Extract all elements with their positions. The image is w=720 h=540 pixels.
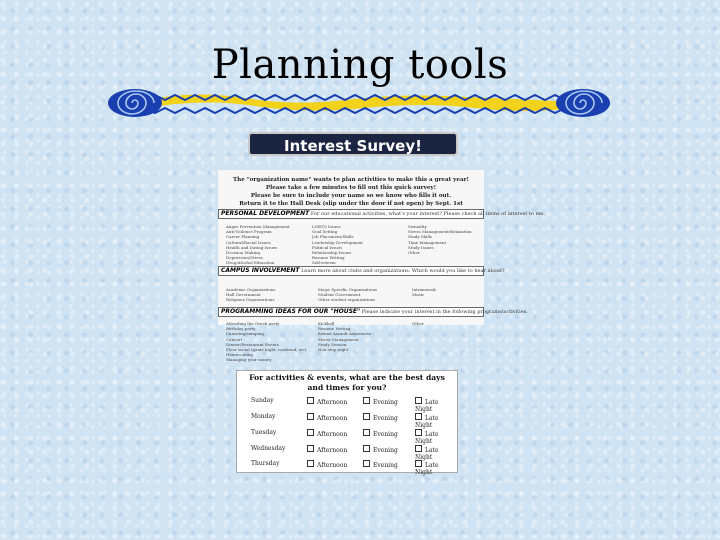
option-label: Evening <box>373 415 398 422</box>
personal-col-2 <box>312 224 363 266</box>
list-item: Resume Writing <box>312 255 345 261</box>
program-col-3 <box>412 321 424 326</box>
list-item: Managing your money <box>226 357 272 363</box>
day-label: Tuesday <box>251 429 277 436</box>
option-late-night[interactable] <box>415 429 451 445</box>
list-item: Drug/Alcohol Education <box>226 260 275 266</box>
option-evening[interactable] <box>363 445 398 454</box>
day-label: Sunday <box>251 397 274 404</box>
personal-col-3 <box>408 224 472 255</box>
option-label: Afternoon <box>317 447 348 454</box>
option-label: Afternoon <box>317 431 348 438</box>
option-label: Late Night <box>415 462 439 476</box>
option-late-night[interactable] <box>415 460 451 476</box>
list-item: Academic Organizations <box>226 287 276 292</box>
list-item: Homecoming <box>226 352 253 358</box>
checkbox-icon[interactable] <box>415 413 422 420</box>
list-item: Intramurals <box>412 287 437 292</box>
list-item: Resume Writing <box>318 326 351 332</box>
option-label: Evening <box>373 462 398 469</box>
list-item: Major Specific Organizations <box>318 287 378 292</box>
campus-col-2 <box>318 287 377 303</box>
option-late-night[interactable] <box>415 445 451 461</box>
list-item: Non-stop night <box>318 347 349 353</box>
option-label: Evening <box>373 431 398 438</box>
campus-col-3 <box>412 287 436 297</box>
option-afternoon[interactable] <box>307 445 347 454</box>
section-note: Learn more about clubs and organizations. Which would you like to hear about? <box>301 268 505 274</box>
survey-header: Interest Survey! <box>248 132 458 156</box>
left-spiral-icon <box>108 89 162 117</box>
times-heading <box>237 371 457 393</box>
list-item: Job Placement/Skills <box>312 234 354 240</box>
option-evening[interactable] <box>363 413 398 422</box>
checkbox-icon[interactable] <box>307 413 314 420</box>
list-item: Dinner/Restaurant Events <box>226 341 279 347</box>
list-item: Depression/Stress <box>226 255 263 261</box>
section-note: Please indicate your interest in the following programs/activities. <box>361 309 528 315</box>
list-item: Other <box>412 321 424 326</box>
list-item: Anti-Violence Program <box>226 229 272 235</box>
checkbox-icon[interactable] <box>415 445 422 452</box>
list-item: Other <box>408 250 420 256</box>
checkbox-icon[interactable] <box>307 429 314 436</box>
option-late-night[interactable] <box>415 413 451 429</box>
list-item: Hall Government <box>226 292 261 298</box>
decorative-banner <box>105 86 615 120</box>
intro-line: The "organization name" wants to plan activities to make this a great year! <box>233 177 469 183</box>
times-heading-line: For activities & events, what are the best days <box>249 373 445 382</box>
option-afternoon[interactable] <box>307 397 347 406</box>
checkbox-icon[interactable] <box>363 397 370 404</box>
list-item: Other student organizations <box>318 297 376 303</box>
option-label: Late Night <box>415 415 439 429</box>
day-row <box>251 445 451 461</box>
section-programming-ideas <box>218 307 528 317</box>
option-evening[interactable] <box>363 460 398 469</box>
section-personal-development <box>218 209 545 219</box>
option-late-night[interactable] <box>415 397 451 413</box>
personal-col-1 <box>226 224 290 266</box>
option-label: Late Night <box>415 399 439 413</box>
list-item: Self-esteem <box>312 260 336 266</box>
list-item: Study Session <box>318 341 347 347</box>
checkbox-icon[interactable] <box>307 445 314 452</box>
day-row <box>251 413 451 429</box>
list-item: Stress Management/Relaxation <box>408 229 472 235</box>
section-campus-involvement <box>218 266 505 276</box>
list-item: LGBTQ Issues <box>312 224 341 229</box>
list-item: Career Planning <box>226 234 260 240</box>
section-note: For our educational activities, what's your interest? Please check all items of interest to me. <box>310 211 545 217</box>
list-item: Student Government <box>318 292 361 298</box>
list-item: Study Skills <box>408 234 433 240</box>
checkbox-icon[interactable] <box>363 413 370 420</box>
list-item: Goal Setting <box>312 229 338 235</box>
list-item: Canoeing/camping <box>226 331 264 337</box>
list-item: Sexuality <box>408 224 427 229</box>
intro-line: Please be sure to include your name so we know who fills it out. <box>250 193 452 199</box>
list-item: Decision Making <box>226 250 261 256</box>
list-item: Leadership Development <box>312 239 363 245</box>
list-item: Birthday party <box>226 326 256 332</box>
checkbox-icon[interactable] <box>363 445 370 452</box>
option-afternoon[interactable] <box>307 413 347 422</box>
list-item: Relationship Issues <box>312 250 352 256</box>
survey-page <box>218 170 545 325</box>
times-table <box>236 370 458 476</box>
day-label: Wednesday <box>251 445 286 452</box>
checkbox-icon[interactable] <box>307 397 314 404</box>
intro-line: Please take a few minutes to fill out this quick survey! <box>265 185 437 191</box>
list-item: Time Management <box>408 239 447 245</box>
times-heading-line: and times for you? <box>307 383 387 392</box>
intro-line: Return it to the Hall Desk (slip under the door if not open) by Sept. 1st <box>239 201 463 207</box>
option-label: Late Night <box>415 431 439 445</box>
option-afternoon[interactable] <box>307 429 347 438</box>
option-label: Afternoon <box>317 415 348 422</box>
day-row <box>251 397 451 413</box>
list-item: Anger Prevention Management <box>226 224 290 229</box>
list-item: Religious Organizations <box>226 297 275 303</box>
list-item: Kickball <box>318 321 335 326</box>
option-label: Evening <box>373 399 398 406</box>
section-title: PROGRAMMING IDEAS FOR OUR "HOUSE" <box>221 308 361 315</box>
section-title: CAMPUS INVOLVEMENT <box>221 267 300 274</box>
option-label: Evening <box>373 447 398 454</box>
list-item: Sexual Assault Awareness <box>318 331 371 337</box>
checkbox-icon[interactable] <box>415 429 422 436</box>
list-item: Health and Dating Issues <box>226 244 278 250</box>
program-col-2 <box>318 321 371 352</box>
list-item: Study Issues <box>408 244 434 250</box>
option-label: Late Night <box>415 447 439 461</box>
option-afternoon[interactable] <box>307 460 347 469</box>
day-label: Monday <box>251 413 276 420</box>
section-title: PERSONAL DEVELOPMENT <box>221 210 310 217</box>
checkbox-icon[interactable] <box>363 460 370 467</box>
list-item: Cultural/Racial Issues <box>226 239 271 245</box>
survey-intro <box>222 176 480 208</box>
option-label: Afternoon <box>317 399 348 406</box>
checkbox-icon[interactable] <box>363 429 370 436</box>
list-item: Music <box>412 292 425 298</box>
list-item: Stress Management <box>318 336 359 342</box>
option-evening[interactable] <box>363 429 398 438</box>
day-label: Thursday <box>251 460 280 467</box>
list-item: Concert <box>226 336 243 342</box>
program-col-1 <box>226 321 306 363</box>
day-row <box>251 429 451 445</box>
checkbox-icon[interactable] <box>415 460 422 467</box>
right-spiral-icon <box>556 89 610 117</box>
day-row <box>251 460 451 476</box>
option-label: Afternoon <box>317 462 348 469</box>
checkbox-icon[interactable] <box>415 397 422 404</box>
list-item: Floor social (game night, weekend, etc) <box>226 347 307 353</box>
page-title: Planning tools <box>211 42 509 88</box>
survey-document <box>218 128 545 476</box>
option-evening[interactable] <box>363 397 398 406</box>
list-item: Attending the Greek party <box>226 321 280 326</box>
list-item: Political Issues <box>312 244 343 250</box>
campus-col-1 <box>226 287 275 303</box>
checkbox-icon[interactable] <box>307 460 314 467</box>
